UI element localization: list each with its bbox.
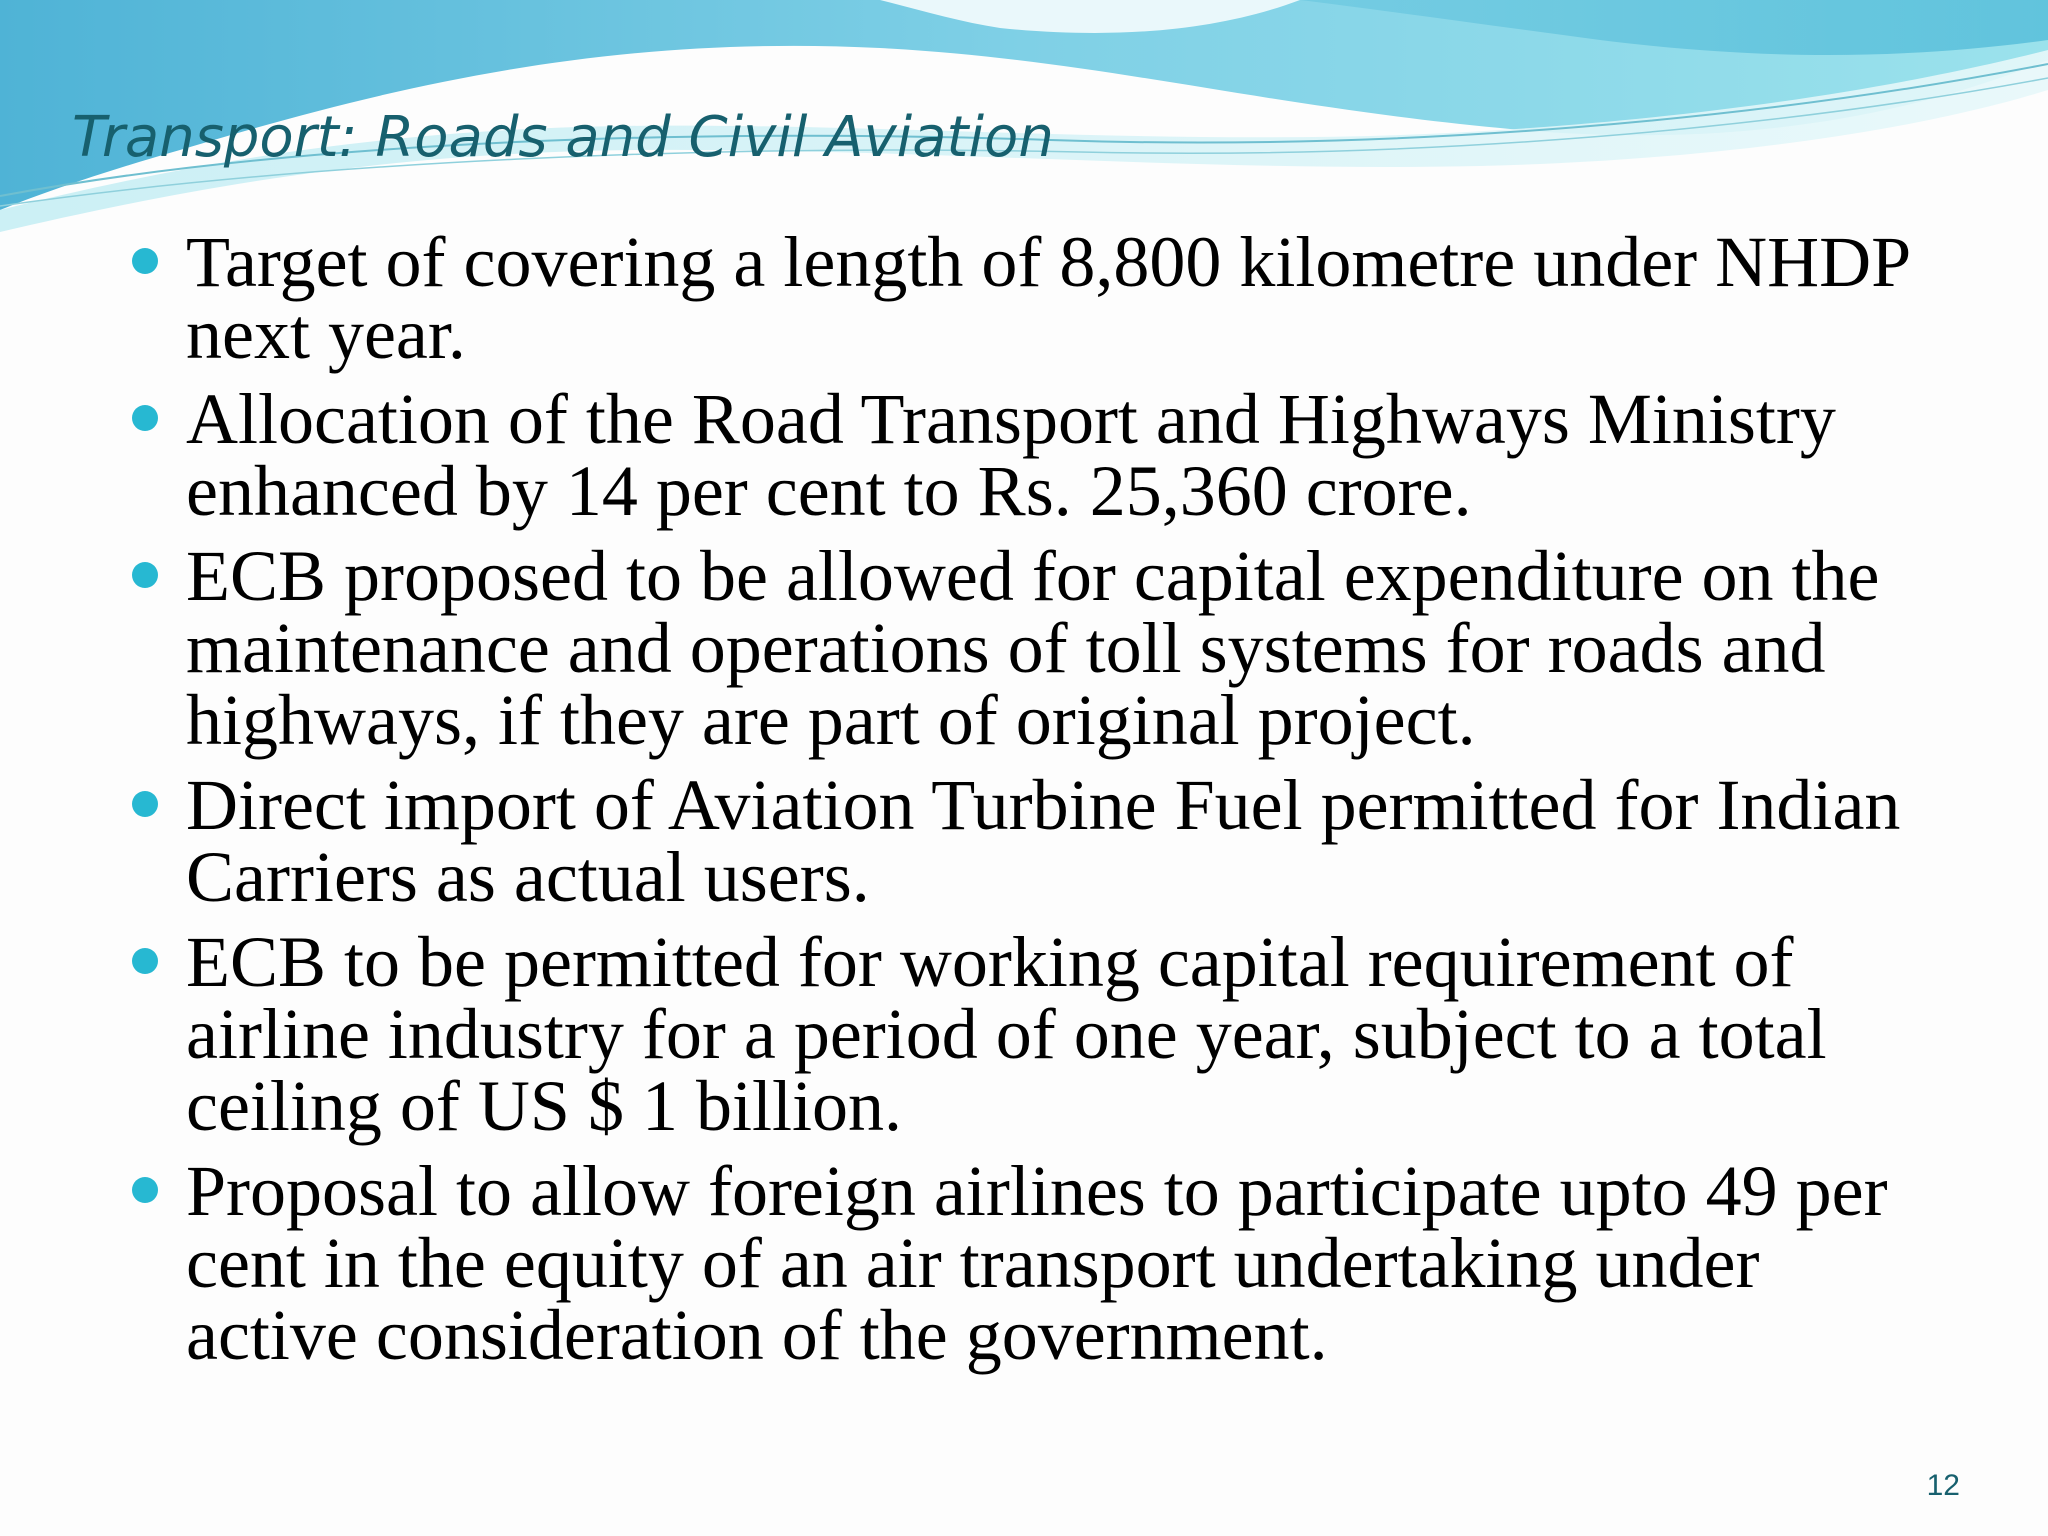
bullet-item bbox=[186, 1151, 1946, 1375]
bullet-text: ECB to be permitted for working capital requirement of airline industry for a period of one year, subject to a total ceiling of US $ 1 billion. bbox=[186, 922, 1827, 1146]
bullet-dot-icon bbox=[132, 1177, 158, 1203]
bullet-dot-icon bbox=[132, 948, 158, 974]
bullet-item bbox=[186, 379, 1946, 531]
bullet-dot-icon bbox=[132, 248, 158, 274]
bullet-dot-icon bbox=[132, 791, 158, 817]
bullet-text: Target of covering a length of 8,800 kilometre under NHDP next year. bbox=[186, 222, 1909, 374]
bullet-list bbox=[186, 222, 1946, 1384]
bullet-text: Direct import of Aviation Turbine Fuel permitted for Indian Carriers as actual users. bbox=[186, 765, 1901, 917]
bullet-dot-icon bbox=[132, 562, 158, 588]
bullet-item bbox=[186, 536, 1946, 760]
slide-title: Transport: Roads and Civil Aviation bbox=[72, 105, 1054, 170]
page-number: 12 bbox=[1926, 1469, 1960, 1502]
bullet-item bbox=[186, 765, 1946, 917]
bullet-text: Proposal to allow foreign airlines to participate upto 49 per cent in the equity of an air transport undertaking under active consideration of the government. bbox=[186, 1151, 1888, 1375]
bullet-item bbox=[186, 222, 1946, 374]
bullet-dot-icon bbox=[132, 405, 158, 431]
bullet-text: Allocation of the Road Transport and Highways Ministry enhanced by 14 per cent to Rs. 25,360 crore. bbox=[186, 379, 1836, 531]
bullet-item bbox=[186, 922, 1946, 1146]
bullet-text: ECB proposed to be allowed for capital expenditure on the maintenance and operations of toll systems for roads and highways, if they are part of original project. bbox=[186, 536, 1880, 760]
